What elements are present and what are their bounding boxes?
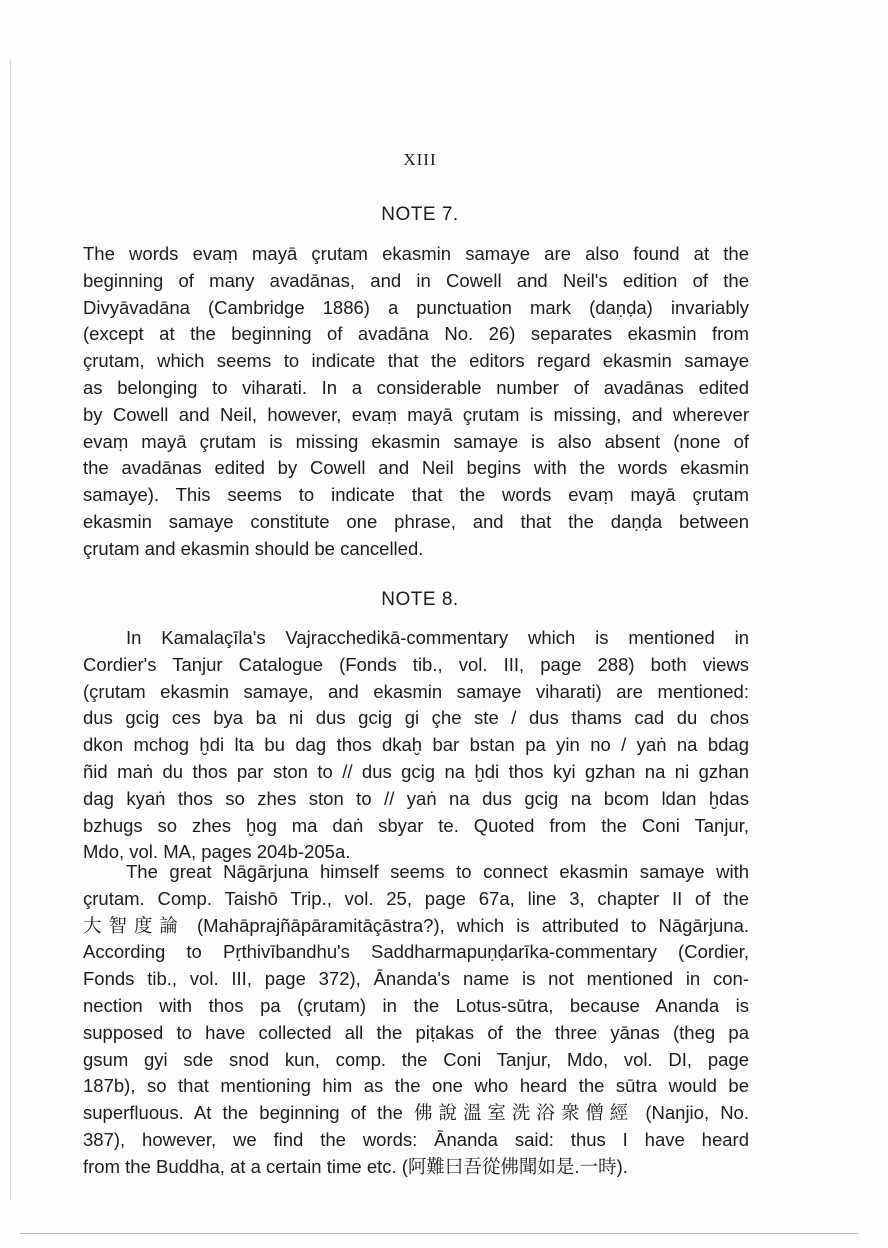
text-line: 大智度論 (Mahāprajñāpāramitāçāstra?), which is attributed to Nāgārjuna. [83, 914, 749, 936]
text-line: Mdo, vol. MA, pages 204b-205a. [83, 841, 351, 863]
note-8-paragraph-2 [83, 859, 749, 1181]
text-line: supposed to have collected all the piṭakas of the three yānas (theg pa [83, 1021, 749, 1043]
text-line: dag kyaṅ thos so zhes ston to // yaṅ na dus gcig na bcom ldan ḫdas [83, 787, 749, 809]
text-line: samaye). This seems to indicate that the words evaṃ mayā çrutam [83, 484, 749, 506]
text-line: In Kamalaçīla's Vajracchedikā-commentary which is mentioned in [126, 627, 749, 648]
text-line: 387), however, we find the words: Ānanda said: thus I have heard [83, 1128, 749, 1150]
text-line: dus gcig ces bya ba ni dus gcig gi çhe ste / dus thams cad du chos [83, 707, 749, 729]
text-line: (çrutam ekasmin samaye, and ekasmin samaye viharati) are mentioned: [83, 680, 749, 702]
text-line: by Cowell and Neil, however, evaṃ mayā çrutam is missing, and wherever [83, 403, 749, 425]
text-line: gsum gyi sde snod kun, comp. the Coni Tanjur, Mdo, vol. DI, page [83, 1048, 749, 1070]
text-line: ekasmin samaye constitute one phrase, and that the daṇḍa between [83, 510, 749, 532]
note-8-paragraph-1 [83, 625, 749, 866]
text-line: Fonds tib., vol. III, page 372), Ānanda's name is not mentioned in con- [83, 968, 749, 990]
text-line: çrutam and ekasmin should be cancelled. [83, 537, 424, 559]
text-line: beginning of many avadānas, and in Cowell and Neil's edition of the [83, 269, 749, 291]
text-line: nection with thos pa (çrutam) in the Lotus-sūtra, because Ananda is [83, 994, 749, 1016]
text-line: 187b), so that mentioning him as the one who heard the sūtra would be [83, 1075, 749, 1097]
text-line: According to Pṛthivībandhu's Saddharmapuṇḍarīka-commentary (Cordier, [83, 941, 749, 963]
bottom-rule [20, 1233, 858, 1234]
note-7-heading: NOTE 7. [381, 204, 459, 225]
text-line: The great Nāgārjuna himself seems to connect ekasmin samaye with [126, 861, 749, 882]
text-line: çrutam. Comp. Taishō Trip., vol. 25, page 67a, line 3, chapter II of the [83, 887, 749, 909]
text-line: bzhugs so zhes ḫog ma daṅ sbyar te. Quoted from the Coni Tanjur, [83, 814, 749, 836]
text-line: çrutam, which seems to indicate that the editors regard ekasmin samaye [83, 350, 749, 372]
text-line: The words evaṃ mayā çrutam ekasmin samaye are also found at the [83, 243, 749, 264]
text-line: (except at the beginning of avadāna No. 26) separates ekasmin from [83, 323, 749, 345]
text-line: evaṃ mayā çrutam is missing ekasmin samaye is also absent (none of [83, 430, 749, 452]
text-line: ñid maṅ du thos par ston to // dus gcig na ḫdi thos kyi gzhan na ni gzhan [83, 760, 749, 782]
text-line: superfluous. At the beginning of the 佛說溫室洗浴衆僧經 (Nanjio, No. [83, 1102, 749, 1124]
note-8-heading: NOTE 8. [381, 589, 459, 610]
page-number: XIII [403, 150, 437, 169]
text-line: Cordier's Tanjur Catalogue (Fonds tib., vol. III, page 288) both views [83, 653, 749, 675]
text-line: Divyāvadāna (Cambridge 1886) a punctuation mark (daṇḍa) invariably [83, 296, 749, 318]
scan-edge-line [10, 60, 11, 1200]
text-line: the avadānas edited by Cowell and Neil begins with the words ekasmin [83, 457, 749, 479]
text-line: as belonging to viharati. In a considerable number of avadānas edited [83, 376, 749, 398]
text-line: dkon mchog ḫdi lta bu dag thos dkaḫ bar bstan pa yin no / yaṅ na bdag [83, 734, 749, 756]
text-line: from the Buddha, at a certain time etc. (阿難曰吾從佛聞如是.一時). [83, 1155, 628, 1177]
note-7-paragraph [83, 241, 749, 563]
